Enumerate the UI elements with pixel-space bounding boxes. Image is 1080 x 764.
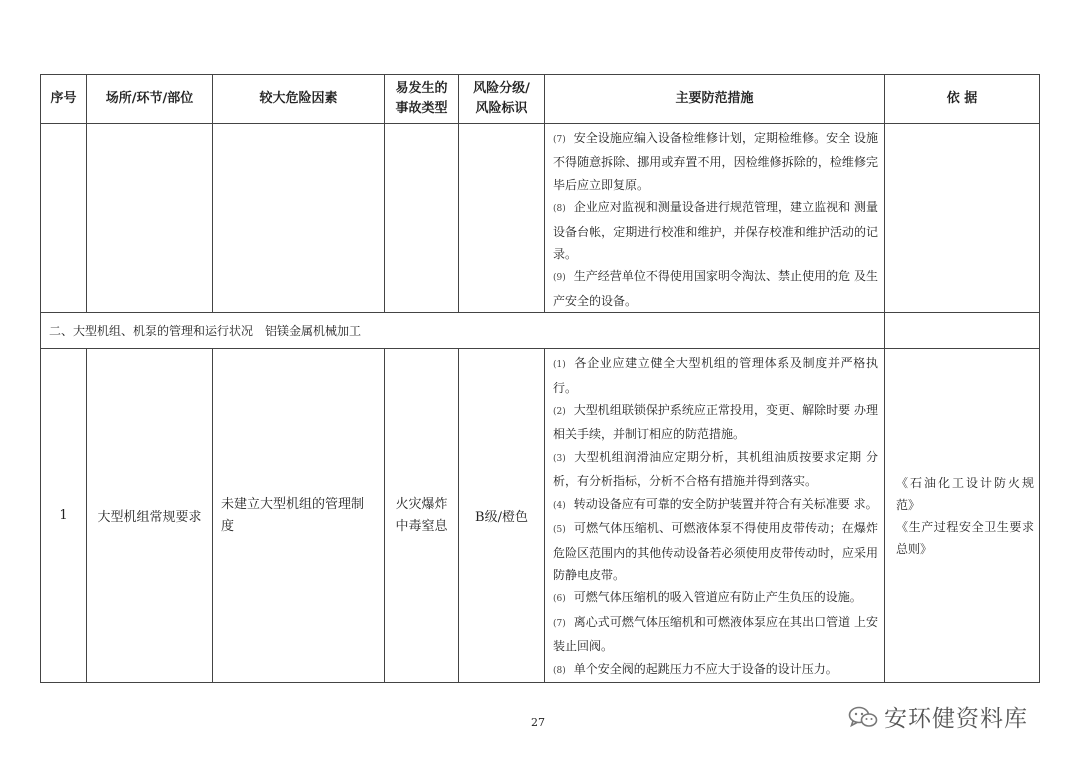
section-row bbox=[41, 313, 1040, 349]
measure-item bbox=[553, 493, 878, 517]
measure-item bbox=[553, 658, 878, 682]
continued-row bbox=[41, 124, 1040, 313]
basis-item: 《石油化工设计防火规范》 bbox=[896, 475, 1034, 512]
measure-item bbox=[553, 517, 878, 586]
measure-text: 单个安全阀的起跳压力不应大于设备的设计压力。 bbox=[573, 661, 838, 676]
header-accident-type-line2: 事故类型 bbox=[395, 101, 448, 116]
measure-number: (4) bbox=[553, 500, 566, 511]
continued-measures-cell bbox=[545, 124, 885, 313]
measure-number: (8) bbox=[553, 204, 566, 215]
measure-number: (2) bbox=[553, 407, 566, 418]
header-location: 场所/环节/部位 bbox=[87, 75, 213, 124]
row-measures-cell bbox=[545, 349, 885, 683]
header-risk-level bbox=[459, 75, 545, 124]
basis-item: 《生产过程安全卫生要求总则》 bbox=[896, 519, 1034, 556]
empty-cell bbox=[385, 124, 459, 313]
watermark bbox=[848, 700, 1028, 733]
measure-text: 安全设施应编入设备检维修计划，定期检维修。安全 设施不得随意拆除、挪用或弃置不用，因检维修拆除的，检维修完毕后应立即复原。 bbox=[553, 131, 878, 192]
measure-number: (6) bbox=[553, 594, 566, 605]
measure-item bbox=[553, 127, 878, 196]
header-row bbox=[41, 75, 1040, 124]
page-number: 27 bbox=[531, 716, 545, 729]
measure-item bbox=[553, 586, 878, 610]
measure-text: 可燃气体压缩机的吸入管道应有防止产生负压的设施。 bbox=[573, 590, 862, 605]
risk-table bbox=[40, 74, 1040, 683]
row-accident-type bbox=[385, 349, 459, 683]
measure-item bbox=[553, 265, 878, 312]
watermark-text: 安环健资料库 bbox=[884, 706, 1028, 732]
section-title: 二、大型机组、机泵的管理和运行状况 铝镁金属机械加工 bbox=[41, 313, 885, 349]
measure-number: (5) bbox=[553, 525, 566, 536]
table-row bbox=[41, 349, 1040, 683]
header-accident-type bbox=[385, 75, 459, 124]
header-risk-level-line1: 风险分级/ bbox=[473, 81, 530, 96]
measure-text: 各企业应建立健全大型机组的管理体系及制度并严格执行。 bbox=[553, 356, 878, 395]
measure-text: 大型机组润滑油应定期分析，其机组油质按要求定期 分析，有分析指标，分析不合格有措施并得到落实。 bbox=[553, 449, 878, 489]
header-measures: 主要防范措施 bbox=[545, 75, 885, 124]
measure-item bbox=[553, 399, 878, 446]
measure-number: (7) bbox=[553, 618, 566, 629]
measure-item bbox=[553, 611, 878, 658]
empty-cell bbox=[41, 124, 87, 313]
measure-text: 离心式可燃气体压缩机和可燃液体泵应在其出口管道 上安装止回阀。 bbox=[553, 614, 878, 654]
header-hazard: 较大危险因素 bbox=[213, 75, 385, 124]
row-location: 大型机组常规要求 bbox=[87, 349, 213, 683]
measure-text: 可燃气体压缩机、可燃液体泵不得使用皮带传动；在爆炸危险区范围内的其他传动设备若必须使用皮带传动时，应采用防静电皮带。 bbox=[553, 521, 878, 582]
empty-cell bbox=[213, 124, 385, 313]
header-no: 序号 bbox=[41, 75, 87, 124]
measure-number: (8) bbox=[553, 665, 566, 676]
empty-cell bbox=[885, 313, 1040, 349]
row-number: 1 bbox=[41, 349, 87, 683]
measure-item bbox=[553, 352, 878, 399]
row-risk-level: B级/橙色 bbox=[459, 349, 545, 683]
wechat-icon bbox=[848, 705, 878, 729]
measure-number: (1) bbox=[553, 360, 566, 371]
measure-item bbox=[553, 196, 878, 265]
measure-text: 大型机组联锁保护系统应正常投用，变更、解除时要 办理相关手续，并制订相应的防范措施。 bbox=[553, 403, 878, 442]
header-accident-type-line1: 易发生的 bbox=[395, 81, 448, 96]
empty-cell bbox=[885, 124, 1040, 313]
row-accident-type-line2: 中毒窒息 bbox=[395, 518, 448, 534]
measure-text: 生产经营单位不得使用国家明令淘汰、禁止使用的危 及生产安全的设备。 bbox=[553, 269, 878, 308]
measure-text: 转动设备应有可靠的安全防护装置并符合有关标准要 求。 bbox=[573, 496, 878, 511]
empty-cell bbox=[87, 124, 213, 313]
measure-number: (7) bbox=[553, 135, 566, 145]
row-accident-type-line1: 火灾爆炸 bbox=[395, 496, 448, 512]
header-basis: 依 据 bbox=[885, 75, 1040, 124]
row-basis bbox=[885, 349, 1040, 683]
measure-number: (3) bbox=[553, 453, 566, 464]
row-hazard: 未建立大型机组的管理制度 bbox=[213, 349, 385, 683]
measure-item bbox=[553, 446, 878, 493]
measure-number: (9) bbox=[553, 273, 566, 284]
empty-cell bbox=[459, 124, 545, 313]
measure-text: 企业应对监视和测量设备进行规范管理，建立监视和 测量设备台帐，定期进行校准和维护，并保存校准和维护活动的记录。 bbox=[553, 200, 878, 262]
header-risk-level-line2: 风险标识 bbox=[475, 101, 528, 116]
